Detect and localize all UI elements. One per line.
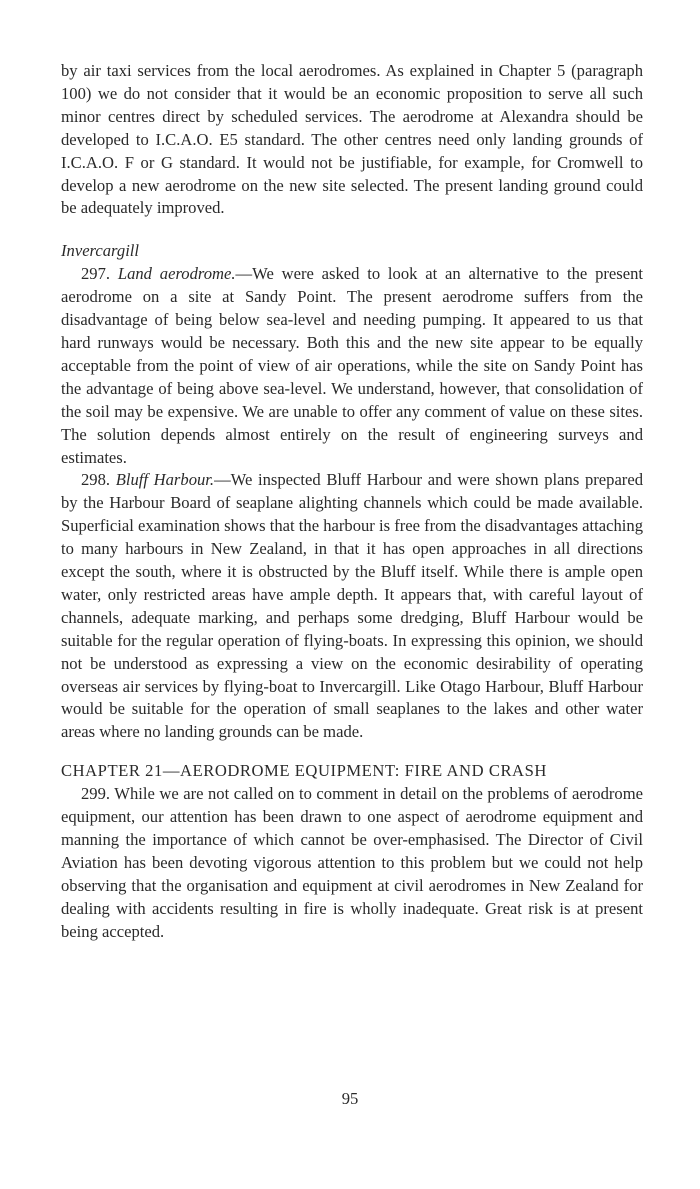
opening-paragraph: by air taxi services from the local aerodromes. As explained in Chapter 5 (paragraph 100) we do not consider that it would be an economic proposition to serve all such minor centres direct by scheduled services. The aerodrome at Alexandra should be developed to I.C.A.O. E5 standard. The other centres need only landing grounds of I.C.A.O. F or G standard. It would not be justifiable, for example, for Cromwell to develop a new aerodrome on the new site selected. The present landing ground could be adequately improved. (61, 61, 643, 218)
paragraph-title: Land aerodrome. (117, 264, 236, 284)
paragraph-297 (61, 263, 643, 469)
paragraph-number: 299. (81, 784, 111, 804)
paragraph-299 (61, 783, 643, 943)
document-page (61, 60, 643, 944)
paragraph-number: 298. (81, 470, 111, 490)
paragraph-298 (61, 469, 643, 744)
paragraph-title: Bluff Harbour. (115, 470, 215, 490)
paragraph-number: 297. (81, 264, 111, 284)
paragraph-text: —We inspected Bluff Harbour and were shown plans prepared by the Harbour Board of seaplane alighting channels which could be made available. Superficial examination shows that the harbour is free from the disadvantages attaching to many harbours in New Zealand, in that it has open approaches in all directions except the south, where it is obstructed by the Bluff itself. While there is ample open water, only restricted areas have ample depth. It appears that, with careful layout of channels, adequate marking, and perhaps some dredging, Bluff Harbour would be suitable for the regular operation of flying-boats. In expressing this opinion, we should not be understood as expressing a view on the economic desirability of operating overseas air services by flying-boat to Invercargill. Like Otago Harbour, Bluff Harbour would be suitable for the operation of small seaplanes to the lakes and other water areas where no landing grounds can be made. (61, 470, 643, 742)
paragraph-text: —We were asked to look at an alternative to the present aerodrome on a site at Sandy Point. The present aerodrome suffers from the disadvantage of being below sea-level and needing pumping. It appeared to us that hard runways would be necessary. Both this and the new site appear to be equally acceptable from the point of view of air operations, while the site on Sandy Point has the advantage of being above sea-level. We understand, however, that consolidation of the soil may be expensive. We are unable to offer any comment of value on these sites. The solution depends almost entirely on the result of engineering surveys and estimates. (61, 264, 643, 467)
page-number: 95 (341, 1089, 359, 1108)
section-heading: Invercargill (61, 241, 140, 261)
paragraph-text: While we are not called on to comment in detail on the problems of aerodrome equipment, our attention has been drawn to one aspect of aerodrome equipment and manning the importance of which cannot be over-emphasised. The Director of Civil Aviation has been devoting vigorous attention to this problem but we could not help observing that the organisation and equipment at civil aerodromes in New Zealand for dealing with accidents resulting in fire is wholly inadequate. Great risk is at present being accepted. (61, 784, 643, 941)
chapter-heading: CHAPTER 21—AERODROME EQUIPMENT: FIRE AND CRASH (61, 761, 547, 781)
